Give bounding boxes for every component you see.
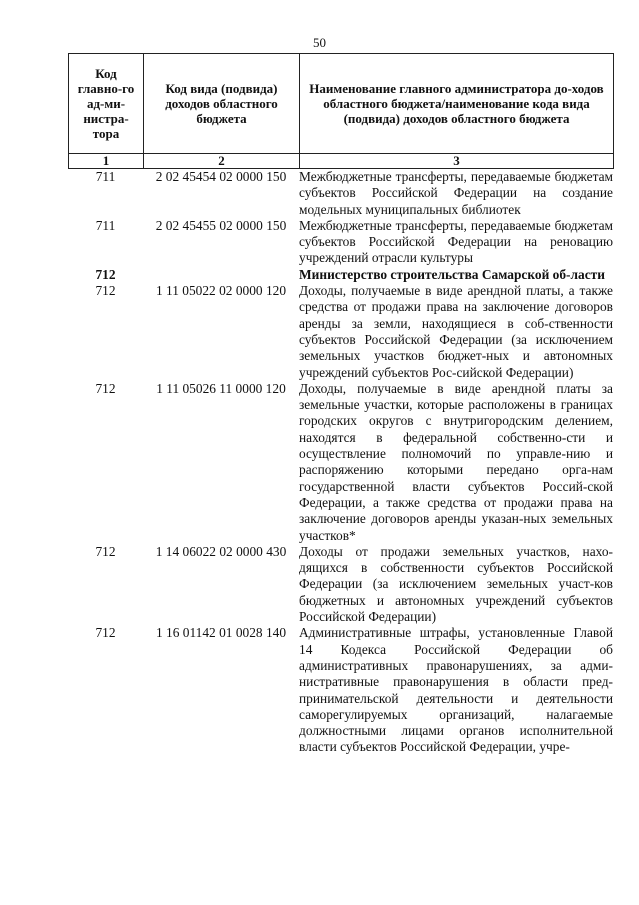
income-code: 2 02 45455 02 0000 150: [155, 217, 287, 233]
table-body: [68, 169, 613, 756]
income-code: 2 02 45454 02 0000 150: [155, 169, 287, 184]
header-income-code: Код вида (подвида) доходов областного бюджета: [144, 54, 300, 154]
income-name: Доходы, получаемые в виде арендной платы за земельные участки, которые расположены в границах городских округов с внутригородским делением, находятся в федеральной собственно-сти и осуществление полномочий по управле-нию и распоряжению которыми передано орга-нам государственной власти субъектов Россий-ской Федерации, а также средства от продажи права на заключение договоров аренды указан-ных земельных участков*: [299, 380, 613, 543]
header-row: [69, 54, 614, 154]
admin-code: 712: [95, 625, 116, 641]
page-number: 50: [313, 35, 326, 50]
table-header: [68, 53, 614, 169]
column-number-3: 3: [300, 154, 614, 169]
administrator-name: Министерство строительства Самарской об-ласти: [299, 266, 605, 282]
column-number-2: 2: [144, 154, 300, 169]
column-number-row: [69, 154, 614, 169]
administrator-heading-row: [68, 267, 613, 283]
table-row: [68, 544, 613, 625]
admin-code: 712: [95, 380, 116, 396]
header-name: Наименование главного администратора до-ходов областного бюджета/наименование кода вида (подвида) доходов областного бюджета: [300, 54, 614, 154]
column-number-1: 1: [69, 154, 144, 169]
income-code: 1 11 05026 11 0000 120: [156, 380, 286, 396]
admin-code: 711: [95, 217, 116, 233]
admin-code: 712: [95, 543, 116, 559]
admin-code: 712: [95, 283, 116, 299]
table-row: [68, 169, 613, 218]
income-name: Административные штрафы, установленные Главой 14 Кодекса Российской Федерации об административных правонарушениях, за адми-нистративные правонарушения в области пред-принимательской деятельности и деятельности саморегулируемых организаций, налагаемые должностными лицами органов исполнительной власти субъектов Российской Федерации, учре-: [299, 625, 613, 755]
admin-code: 712: [95, 266, 116, 282]
income-name: Межбюджетные трансферты, передаваемые бюджетам субъектов Российской Федерации на реновацию учреждений отрасли культуры: [299, 217, 613, 266]
table-row: [68, 625, 613, 755]
header-admin-code: Код главно-го ад-ми-нистра-тора: [69, 54, 144, 154]
income-code: [143, 267, 299, 283]
income-name: Доходы от продажи земельных участков, нахо-дящихся в собственности субъектов Российской Федерации (за исключением земельных участ-ков бюджетных и автономных учреждений субъектов Российской Федерации): [299, 543, 613, 625]
income-name: Доходы, получаемые в виде арендной платы, а также средства от продажи права на заключение договоров аренды за земли, находящиеся в соб-ственности субъектов Российской Федерации (за исключением земельных участков бюджет-ных и автономных учреждений субъектов Рос-сийской Федерации): [299, 283, 613, 380]
income-code: 1 11 05022 02 0000 120: [155, 283, 287, 299]
admin-code: 711: [95, 169, 116, 184]
table-row: [68, 218, 613, 267]
table-row: [68, 283, 613, 381]
table-row: [68, 381, 613, 544]
income-name: Межбюджетные трансферты, передаваемые бюджетам субъектов Российской Федерации на создание модельных муниципальных библиотек: [299, 169, 613, 217]
budget-table: [68, 53, 613, 756]
income-code: 1 16 01142 01 0028 140: [155, 625, 287, 641]
income-code: 1 14 06022 02 0000 430: [155, 543, 287, 559]
